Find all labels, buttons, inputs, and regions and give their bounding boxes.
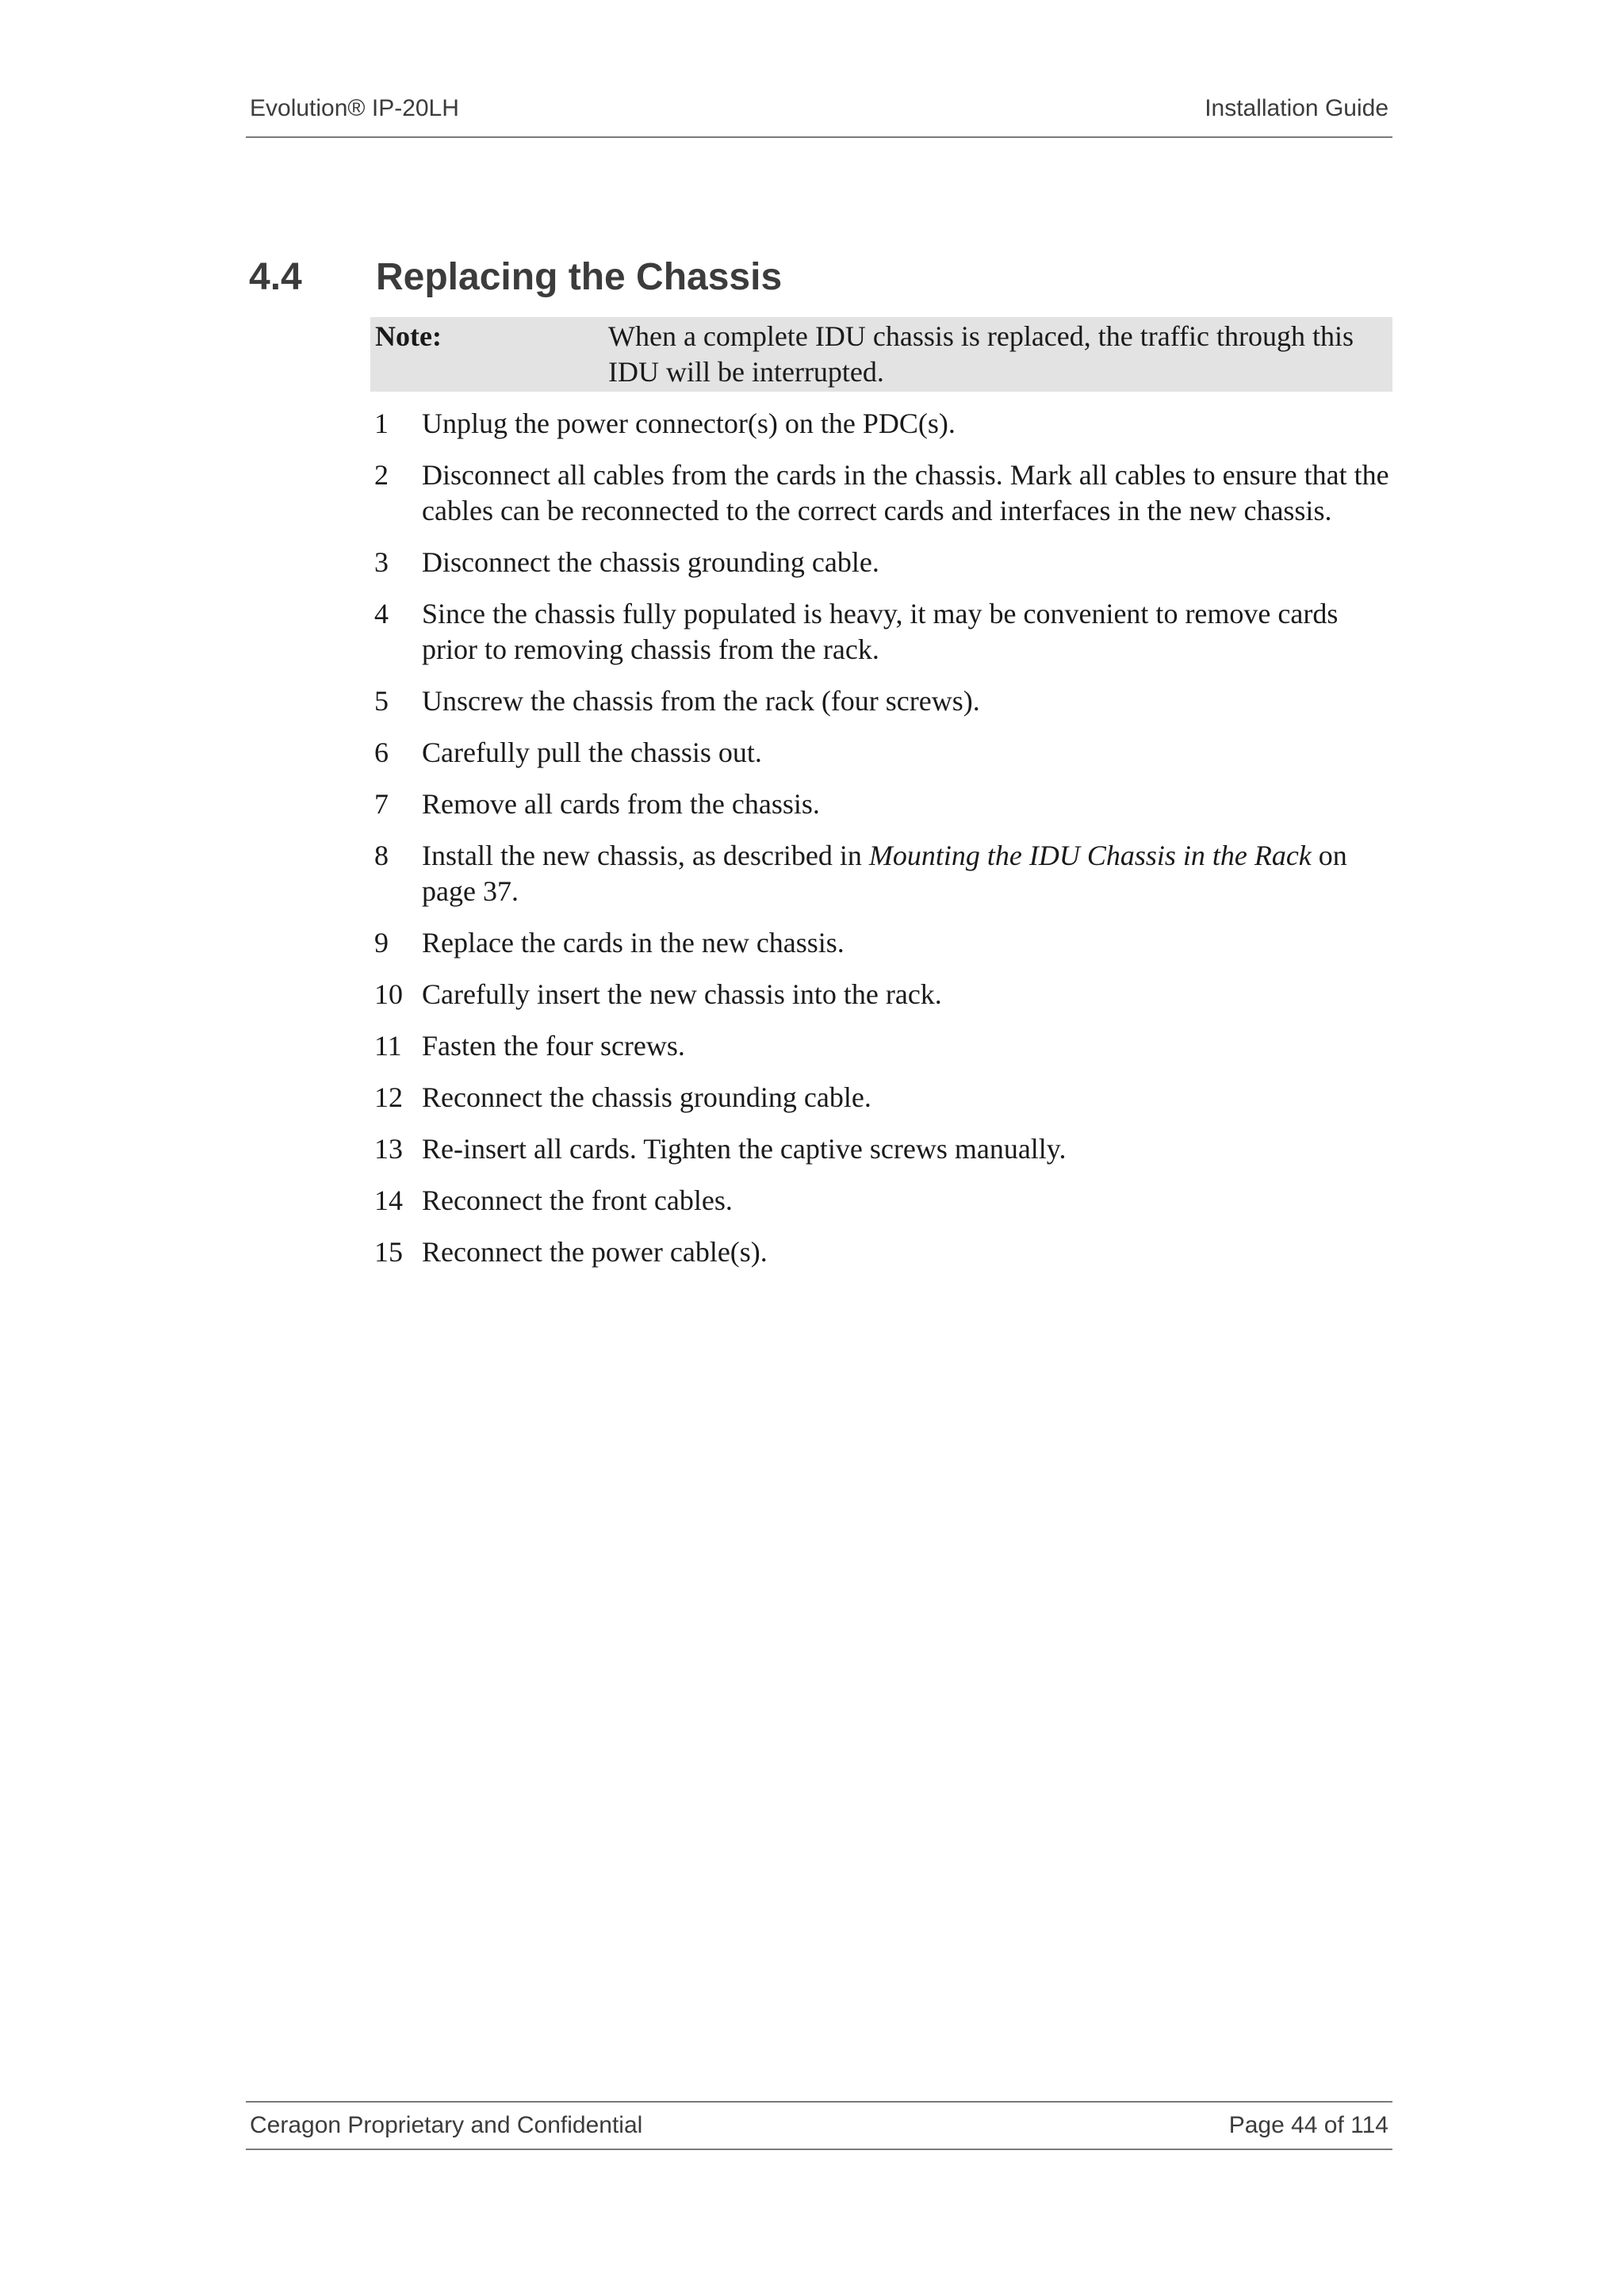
step-number: 9 <box>374 927 389 959</box>
step-item <box>374 596 1392 668</box>
step-number: 12 <box>374 1081 403 1113</box>
step-text: Re-insert all cards. Tighten the captive screws manually. <box>422 1133 1067 1165</box>
steps-list <box>374 406 1392 1286</box>
step-item <box>374 1080 1392 1115</box>
section-title: Replacing the Chassis <box>376 256 783 298</box>
step-number: 5 <box>374 685 389 717</box>
step-text: Fasten the four screws. <box>422 1030 685 1062</box>
step-item <box>374 838 1392 909</box>
note-label: Note: <box>375 320 442 352</box>
step-text: Reconnect the power cable(s). <box>422 1236 768 1268</box>
cross-reference-link[interactable]: Mounting the IDU Chassis in the Rack <box>868 840 1312 871</box>
section-heading <box>249 255 1391 311</box>
step-text: Carefully insert the new chassis into the rack. <box>422 978 942 1010</box>
step-item <box>374 977 1392 1012</box>
header-doc-title: Installation Guide <box>1205 95 1388 121</box>
step-item <box>374 406 1392 442</box>
step-item <box>374 786 1392 822</box>
footer-confidentiality: Ceragon Proprietary and Confidential <box>250 2112 643 2138</box>
note-box <box>370 317 1392 392</box>
step-number: 8 <box>374 840 389 871</box>
step-number: 7 <box>374 788 389 820</box>
step-text: Carefully pull the chassis out. <box>422 737 762 768</box>
step-text: Disconnect the chassis grounding cable. <box>422 546 879 578</box>
step-text: Reconnect the front cables. <box>422 1184 733 1216</box>
step-text: Unplug the power connector(s) on the PDC(s). <box>422 408 956 439</box>
step-number: 11 <box>374 1030 402 1062</box>
step-text-post: on page 37. <box>422 840 1347 907</box>
step-number: 4 <box>374 598 389 629</box>
header-product: Evolution® IP-20LH <box>250 95 459 121</box>
step-item <box>374 1234 1392 1270</box>
step-item <box>374 925 1392 961</box>
step-number: 13 <box>374 1133 403 1165</box>
step-item <box>374 545 1392 580</box>
step-text-pre: Install the new chassis, as described in <box>422 840 869 871</box>
step-text: Reconnect the chassis grounding cable. <box>422 1081 871 1113</box>
step-item <box>374 457 1392 529</box>
step-text: Disconnect all cables from the cards in the chassis. Mark all cables to ensure that the cables can be reconnected to the correct cards and interfaces in the new chassis. <box>422 459 1389 526</box>
step-item <box>374 1183 1392 1219</box>
step-text: Since the chassis fully populated is heavy, it may be convenient to remove cards prior to removing chassis from the rack. <box>422 598 1339 665</box>
step-number: 2 <box>374 459 389 491</box>
step-text: Remove all cards from the chassis. <box>422 788 820 820</box>
step-number: 15 <box>374 1236 403 1268</box>
step-text: Replace the cards in the new chassis. <box>422 927 845 959</box>
step-number: 3 <box>374 546 389 578</box>
footer-page-number: Page 44 of 114 <box>1228 2112 1388 2138</box>
step-item <box>374 683 1392 719</box>
page-footer <box>246 2101 1392 2150</box>
page-header <box>246 94 1392 138</box>
step-number: 6 <box>374 737 389 768</box>
section-number: 4.4 <box>249 256 302 298</box>
step-item <box>374 1131 1392 1167</box>
step-number: 14 <box>374 1184 403 1216</box>
step-item <box>374 1028 1392 1064</box>
step-number: 10 <box>374 978 403 1010</box>
step-number: 1 <box>374 408 389 439</box>
step-text: Unscrew the chassis from the rack (four screws). <box>422 685 980 717</box>
step-item <box>374 735 1392 771</box>
note-text: When a complete IDU chassis is replaced, the traffic through this IDU will be interrupted. <box>608 320 1354 388</box>
